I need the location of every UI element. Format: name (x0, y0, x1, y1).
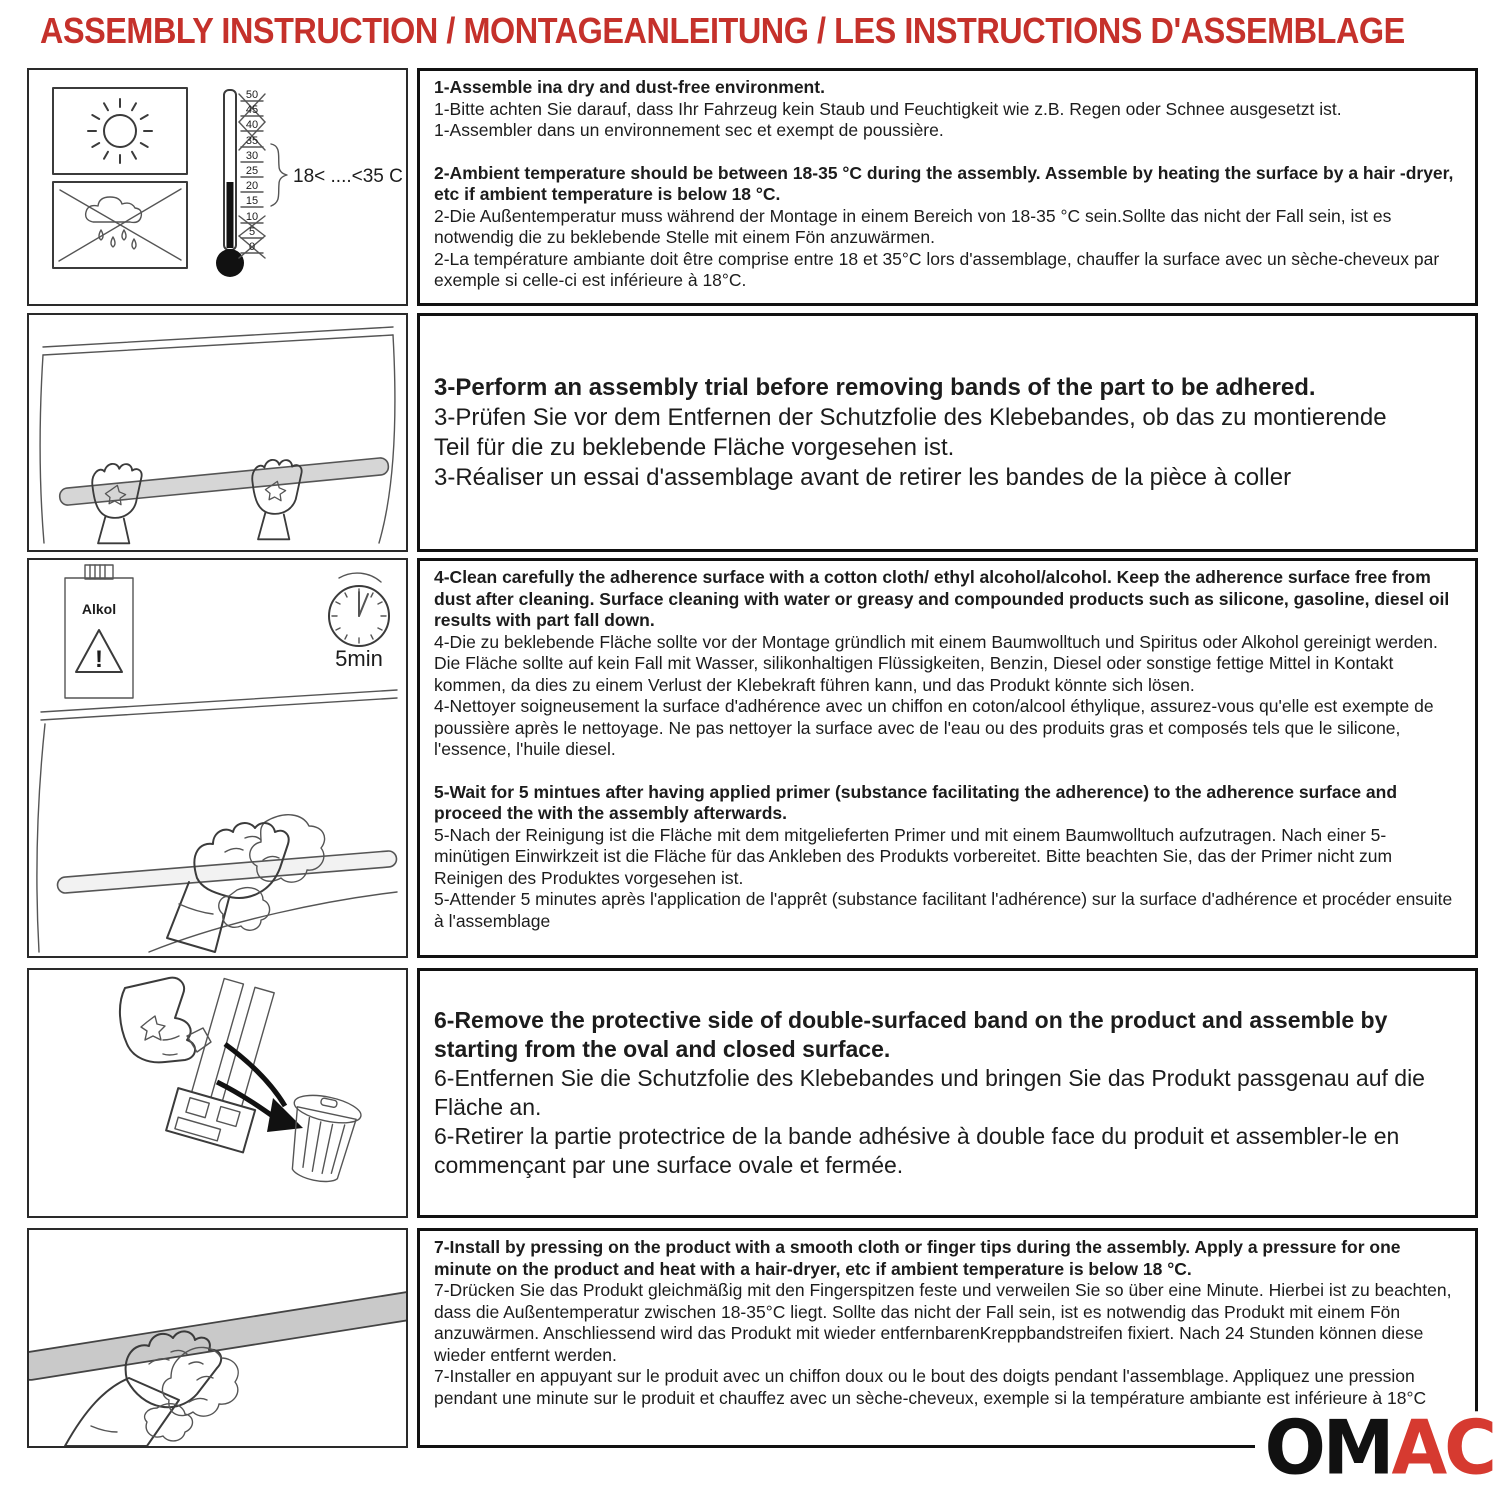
instruction-en: 5-Wait for 5 mintues after having applied primer (substance facilitating the adherence) to the adherence surface and proceed the with the assembly afterwards. (434, 781, 1398, 823)
instruction-fr: 1-Assembler dans un environnement sec et exempt de poussière. (434, 120, 944, 140)
no-rain-icon (59, 189, 181, 261)
temperature-conditions-illustration (27, 68, 408, 306)
press-install-illustration (27, 1228, 408, 1448)
warning-exclamation: ! (95, 646, 103, 673)
surface-cleaning-illustration (27, 558, 408, 958)
clock-icon (329, 573, 389, 671)
instruction-en: 7-Install by pressing on the product with a smooth cloth or finger tips during the assembly. Apply a pressure for one minute on the product and heat with a hair-dryer, etc if ambient temperature is below 18 °C. (434, 1237, 1401, 1279)
pressing-drawing (29, 1230, 406, 1446)
instruction-en: 6-Remove the protective side of double-surfaced band on the product and assemble by starting from the oval and closed surface. (434, 1007, 1388, 1062)
peeling-hand (120, 978, 211, 1063)
thermo-tick-label: 20 (245, 180, 259, 192)
instruction-de: 4-Die zu beklebende Fläche sollte vor der Montage gründlich mit einem Baumwolltuch und Spiritus oder Alkohol gereinigt werden. Die Fläche sollte auf kein Fall mit Wasser, silikonhaltigen Flüssigkeiten, Benzin, Diesel oder sonstige fettige Mittel in Kontakt kommen, da dies zu einem Verlust der Klebekraft führen kann, und das Produkt könnte sich lösen. (434, 631, 1438, 695)
thermo-tick-label: 35 (245, 135, 259, 147)
remove-band-illustration (27, 968, 408, 1218)
instruction-de: 1-Bitte achten Sie darauf, dass Ihr Fahrzeug kein Staub und Feuchtigkeit wie z.B. Regen oder Schnee ausgesetzt ist. (434, 98, 1342, 119)
discard-arrows (217, 1044, 303, 1132)
instruction-de: 3-Prüfen Sie vor dem Entfernen der Schutzfolie des Klebebandes, ob das zu montierende Teil für die zu beklebende Fläche vorgesehen ist. (434, 403, 1387, 461)
alcohol-bottle-icon (65, 565, 133, 698)
instruction-en: 3-Perform an assembly trial before removing bands of the part to be adhered. (434, 373, 1316, 401)
thermo-tick-label: 30 (245, 150, 259, 162)
range-brace (271, 144, 287, 206)
left-hand (92, 464, 141, 543)
omac-logo-red-part: AC (1391, 1404, 1494, 1492)
instruction-fr: 5-Attender 5 minutes après l'application de l'apprêt (substance facilitant l'adhérence) sur la surface d'adhérence et procéder ensuite à l'assemblage (434, 889, 1453, 931)
instruction-fr: 4-Nettoyer soigneusement la surface d'adhérence avec un chiffon en coton/alcool éthylique, assurez-vous qu'elle est exempte de poussière après le nettoyage. Ne pas nettoyer la surface avec de l'eau ou des produits gras et composés tels que le silicone, l'essence, l'huile diesel. (434, 696, 1434, 759)
instruction-fr: 3-Réaliser un essai d'assemblage avant de retirer les bandes de la pièce à coller (434, 463, 1292, 491)
temperature-conditions-drawing (29, 70, 406, 304)
instruction-de: 5-Nach der Reinigung ist die Fläche mit dem mitgelieferten Primer und mit einem Baumwolltuch aufzutragen. Nach einer 5-minütigen Einwirkzeit ist die Fläche für das Ankleben des Produkts vorbereitet. Bitte beachten Sie, das der Primer nicht zum Reinigen des Produktes vorgesehen ist. (434, 824, 1393, 888)
thermo-tick-label: 50 (245, 89, 259, 101)
instruction-fr: 6-Retirer la partie protectrice de la bande adhésive à double face du produit et assembler-le en commençant par une surface ovale et fermée. (434, 1123, 1400, 1178)
instruction-en: 2-Ambient temperature should be between 18-35 °C during the assembly. Assemble by heating the surface by a hair -dryer, etc if ambient temperature is below 18 °C. (434, 162, 1454, 204)
temperature-range-label: 18< ....<35 C (293, 166, 403, 187)
thermo-tick-label: 45 (245, 104, 259, 116)
step-3-text-block (417, 313, 1478, 552)
page-title: ASSEMBLY INSTRUCTION / MONTAGEANLEITUNG / LES INSTRUCTIONS D'ASSEMBLAGE (40, 10, 1405, 51)
trash-can-icon (279, 1090, 363, 1187)
peel-band-drawing (29, 970, 406, 1216)
instruction-en: 1-Assemble ina dry and dust-free environment. (434, 77, 825, 97)
instruction-fr: 7-Installer en appuyant sur le produit avec un chiffon doux ou le bout des doigts pendant l'assemblage. Appliquez une pression pendant une minute sur le produit et chauffez avec un sèche-cheveux, exemple si la température ambiante est inférieure à 18°C (434, 1366, 1427, 1408)
instruction-de: 6-Entfernen Sie die Schutzfolie des Klebebandes und bringen Sie das Produkt passgenau auf die Fläche an. (434, 1065, 1425, 1120)
step-4-5-text-block (417, 558, 1478, 958)
trim-strip (57, 850, 397, 893)
car-door-outline (37, 690, 397, 952)
bottle-label: Alkol (81, 601, 117, 617)
step-1-2-text-block (417, 68, 1478, 306)
instruction-en: 4-Clean carefully the adherence surface with a cotton cloth/ ethyl alcohol/alcohol. Keep the adherence surface free from dust after cleaning. Surface cleaning with water or greasy and compounded products such as silicone, gasoline, diesel oil results with part fall down. (434, 567, 1450, 630)
thermo-tick-label: 10 (245, 211, 259, 223)
warning-triangle-icon (76, 630, 122, 673)
thermometer-icon (216, 89, 403, 277)
thermo-tick-label: 40 (245, 119, 259, 131)
cleaning-drawing (29, 560, 406, 956)
car-door-outline (40, 327, 395, 543)
thermo-tick-label: 15 (245, 195, 259, 207)
thermo-tick-label: 5 (248, 226, 256, 238)
instruction-de: 2-Die Außentemperatur muss während der Montage in einem Bereich von 18-35 °C sein.Sollte das nicht der Fall sein, ist es notwendig die zu beklebende Stelle mit einem Fön anzuwärmen. (434, 205, 1392, 247)
omac-logo-black-part: OM (1264, 1404, 1392, 1492)
instruction-fr: 2-La température ambiante doit être comprise entre 18 et 35°C lors d'assemblage, chauffer la surface avec un sèche-cheveux par exemple si celle-ci est inférieure à 18°C. (434, 248, 1440, 290)
sun-icon (88, 99, 152, 163)
thermo-tick-label: 25 (245, 165, 259, 177)
clock-duration-label: 5min (335, 646, 383, 671)
assembly-trial-illustration (27, 313, 408, 552)
instruction-de: 7-Drücken Sie das Produkt gleichmäßig mit den Fingerspitzen feste und verweilen Sie so über eine Minute. Hierbei ist zu beachten, dass die Außentemperatur zwischen 18-35°C liegt. Sollte das nicht der Fall sein, ist es notwendig das Produkt mit einem Fön anzuwärmen. Anschliessend wird das Produkt mit wieder entfernbarenKreppbandstreifen fixiert. Nach 24 Stunden können diese wieder entfernt werden. (434, 1280, 1452, 1365)
omac-logo (1255, 1404, 1498, 1492)
trim-installation-drawing (29, 315, 406, 550)
thermo-tick-label: 0 (248, 241, 256, 253)
step-6-text-block (417, 968, 1478, 1218)
